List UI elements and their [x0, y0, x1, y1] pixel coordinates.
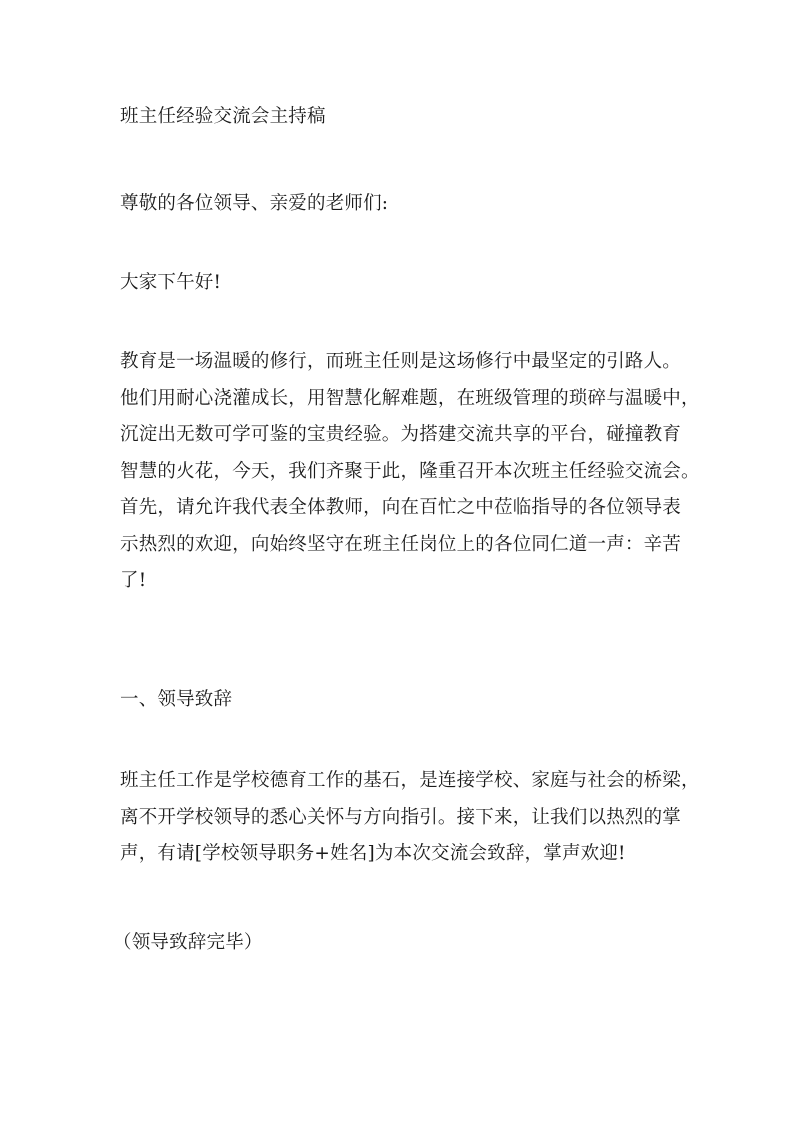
paragraph-line: 班主任工作是学校德育工作的基石，是连接学校、家庭与社会的桥梁， — [120, 770, 700, 791]
paragraph-line: 示热烈的欢迎，向始终坚守在班主任岗位上的各位同仁道一声：辛苦 — [120, 533, 682, 555]
paragraph-line: 离不开学校领导的悉心关怀与方向指引。接下来，让我们以热烈的掌 — [120, 806, 682, 828]
paragraph-line: 首先，请允许我代表全体教师，向在百忙之中莅临指导的各位领导表 — [120, 497, 682, 518]
intro-paragraph — [120, 351, 700, 607]
paragraph-line: 了! — [120, 570, 147, 591]
greeting: 大家下午好! — [120, 272, 222, 293]
section-heading-leader-speech: 一、领导致辞 — [120, 689, 233, 710]
paragraph-line: 声，有请[学校领导职务+姓名]为本次交流会致辞，掌声欢迎! — [120, 843, 626, 864]
paragraph-line: 沉淀出无数可学可鉴的宝贵经验。为搭建交流共享的平台，碰撞教育 — [120, 424, 682, 445]
leader-speech-paragraph — [120, 770, 700, 880]
salutation: 尊敬的各位领导、亲爱的老师们: — [120, 193, 389, 214]
paragraph-line: 智慧的火花，今天，我们齐聚于此，隆重召开本次班主任经验交流会。 — [120, 460, 700, 482]
stage-note: （领导致辞完毕） — [113, 932, 263, 953]
paragraph-line: 教育是一场温暖的修行，而班主任则是这场修行中最坚定的引路人。 — [120, 351, 682, 372]
document-title: 班主任经验交流会主持稿 — [120, 106, 326, 127]
paragraph-line: 他们用耐心浇灌成长，用智慧化解难题，在班级管理的琐碎与温暖中， — [120, 387, 700, 409]
